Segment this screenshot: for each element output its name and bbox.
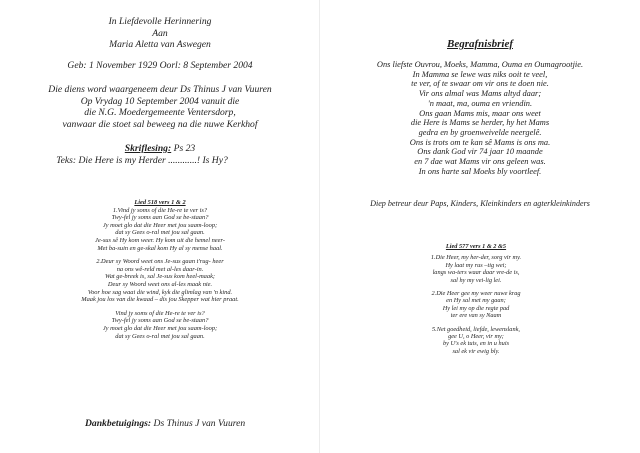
service-line: Op Vrydag 10 September 2004 vanuit die — [80, 95, 240, 107]
tribute-line: Ons dank God vir 74 jaar 10 maande — [417, 147, 543, 157]
hymn-line: Twy-fel jy soms aan God se be-staan? — [111, 317, 209, 325]
tribute-text — [320, 60, 640, 176]
hymn-line: Jy moet glo dat die Heer met jou saam-loop; — [102, 221, 218, 229]
tribute-line: In Mamma se lewe was niks ooit te veel, — [412, 69, 548, 79]
hymn-line: gee U, o Heer, vir my; — [448, 333, 504, 341]
hymn-line: Voor hoe sag waai die wind, kyk die glimlag van 'n kind. — [87, 288, 233, 296]
service-line: vanwaar die stoet sal beweeg na die nuwe Kerkhof — [62, 118, 258, 130]
birth-death-dates: Geb: 1 November 1929 Oorl: 8 September 2004 — [67, 60, 253, 71]
scripture-reading — [0, 143, 320, 155]
hymn-518 — [0, 199, 320, 340]
hymn-line: Deur sy Woord weet ons al-les maak nie. — [107, 280, 213, 288]
thanks-value: Ds Thinus J van Vuuren — [153, 418, 246, 429]
hymn-title: Lied 577 vers 1 & 2 &5 — [445, 243, 507, 250]
service-line: die N.G. Moedergemeente Ventersdorp, — [84, 107, 236, 119]
tribute-line: In ons harte sal Moeks bly voortleef. — [418, 166, 542, 176]
hymn-line: sal hy my vei-lig lei. — [450, 276, 502, 284]
funeral-letter-heading: Begrafnisbrief — [447, 38, 513, 50]
hymn-line: Jy moet glo dat die Heer met jou saam-loop; — [102, 324, 218, 332]
tribute-line: die Here is Mams se herder, hy het Mams — [410, 118, 550, 128]
sermon-text: Teks: Die Here is my Herder ............! Is Hy? — [56, 155, 228, 166]
memorial-line: Aan — [152, 27, 168, 39]
hymn-line: Met ba-suin en ge-skal kom Hy al sy mense haal. — [97, 244, 223, 252]
service-details — [0, 84, 320, 130]
hymn-line: Hy lei my op die regte pad — [442, 304, 510, 312]
service-line: Die diens word waargeneem deur Ds Thinus J van Vuuren — [48, 84, 272, 95]
tribute-line: en 7 dae wat Mams vir ons geleen was. — [414, 157, 546, 167]
acknowledgements — [85, 418, 325, 430]
hymn-line: en Hy sal met my gaan; — [446, 297, 506, 305]
tribute-line: Ons is trots om te kan sê Mams is ons ma. — [409, 137, 551, 147]
hymn-line: Vind jy soms of die He-re te ver is? — [115, 309, 205, 317]
tribute-line: Ons liefste Ouvrou, Moeks, Mamma, Ouma en Oumagrootjie. — [376, 60, 584, 69]
hymn-title: Lied 518 vers 1 & 2 — [134, 199, 186, 206]
hymn-line: Je-sus sê Hy kom weer. Hy kom uit die hemel neer- — [95, 236, 225, 244]
mourners-line: Diep betreur deur Paps, Kinders, Kleinkinders en agterkleinkinders — [370, 199, 590, 208]
deceased-name: Maria Aletta van Aswegen — [109, 39, 211, 51]
memorial-line: In Liefdevolle Herinnering — [108, 16, 212, 27]
hymn-line: 2.Deur sy Woord weet ons Je-sus gaan t'rug- heer — [96, 258, 224, 266]
hymn-line: 2.Die Heer gee my weer nuwe krag — [431, 290, 521, 298]
hymn-line: dat sy Gees o-ral met jou sal gaan. — [115, 229, 205, 237]
right-page — [320, 0, 640, 453]
hymn-line: dat sy Gees o-ral met jou sal gaan. — [115, 332, 205, 340]
hymn-line: by U's ek tuis, en in u huis — [442, 340, 510, 348]
tribute-line: Ons gaan Mams mis, maar ons weet — [419, 108, 541, 118]
tribute-line: gedra en by groenweivelde neergelê. — [418, 127, 542, 137]
hymn-line: Hy laat my rus –tig wei; — [445, 261, 507, 269]
hymn-line: ter ere van sy Naam — [450, 312, 502, 320]
hymn-line: 1.Die Heer, my her-der, sorg vir my. — [430, 254, 522, 262]
hymn-line: na ons wê-reld met al-les daar-in. — [116, 265, 204, 273]
hymn-line: Maak jou los van die kwaad – dis jou Skepper wat hier praat. — [81, 296, 239, 304]
scripture-label: Skriflesing: — [124, 143, 172, 154]
hymn-line: sal ek vir ewig bly. — [452, 347, 500, 355]
hymn-577 — [316, 243, 636, 355]
hymn-line: 1.Vind jy soms of die He-re te ver is? — [112, 206, 208, 214]
hymn-line: langs wa-ters waar daar vre-de is, — [432, 269, 520, 277]
tribute-line: 'n maat, ma, ouma en vriendin. — [427, 98, 533, 108]
memorial-heading — [0, 16, 320, 51]
thanks-label: Dankbetuigings: — [85, 418, 152, 429]
tribute-line: Vir ons almal was Mams altyd daar; — [418, 89, 542, 99]
scripture-value: Ps 23 — [173, 143, 196, 154]
tribute-line: te ver, of te swaar om vir ons te doen nie. — [411, 79, 549, 89]
hymn-line: 5.Net goedheid, liefde, lewenslank, — [432, 325, 520, 333]
hymn-line: Wat ge-breek is, sal Je-sus kom heel-maak; — [104, 273, 216, 281]
hymn-line: Twy-fel jy soms aan God se be-staan? — [111, 214, 209, 222]
